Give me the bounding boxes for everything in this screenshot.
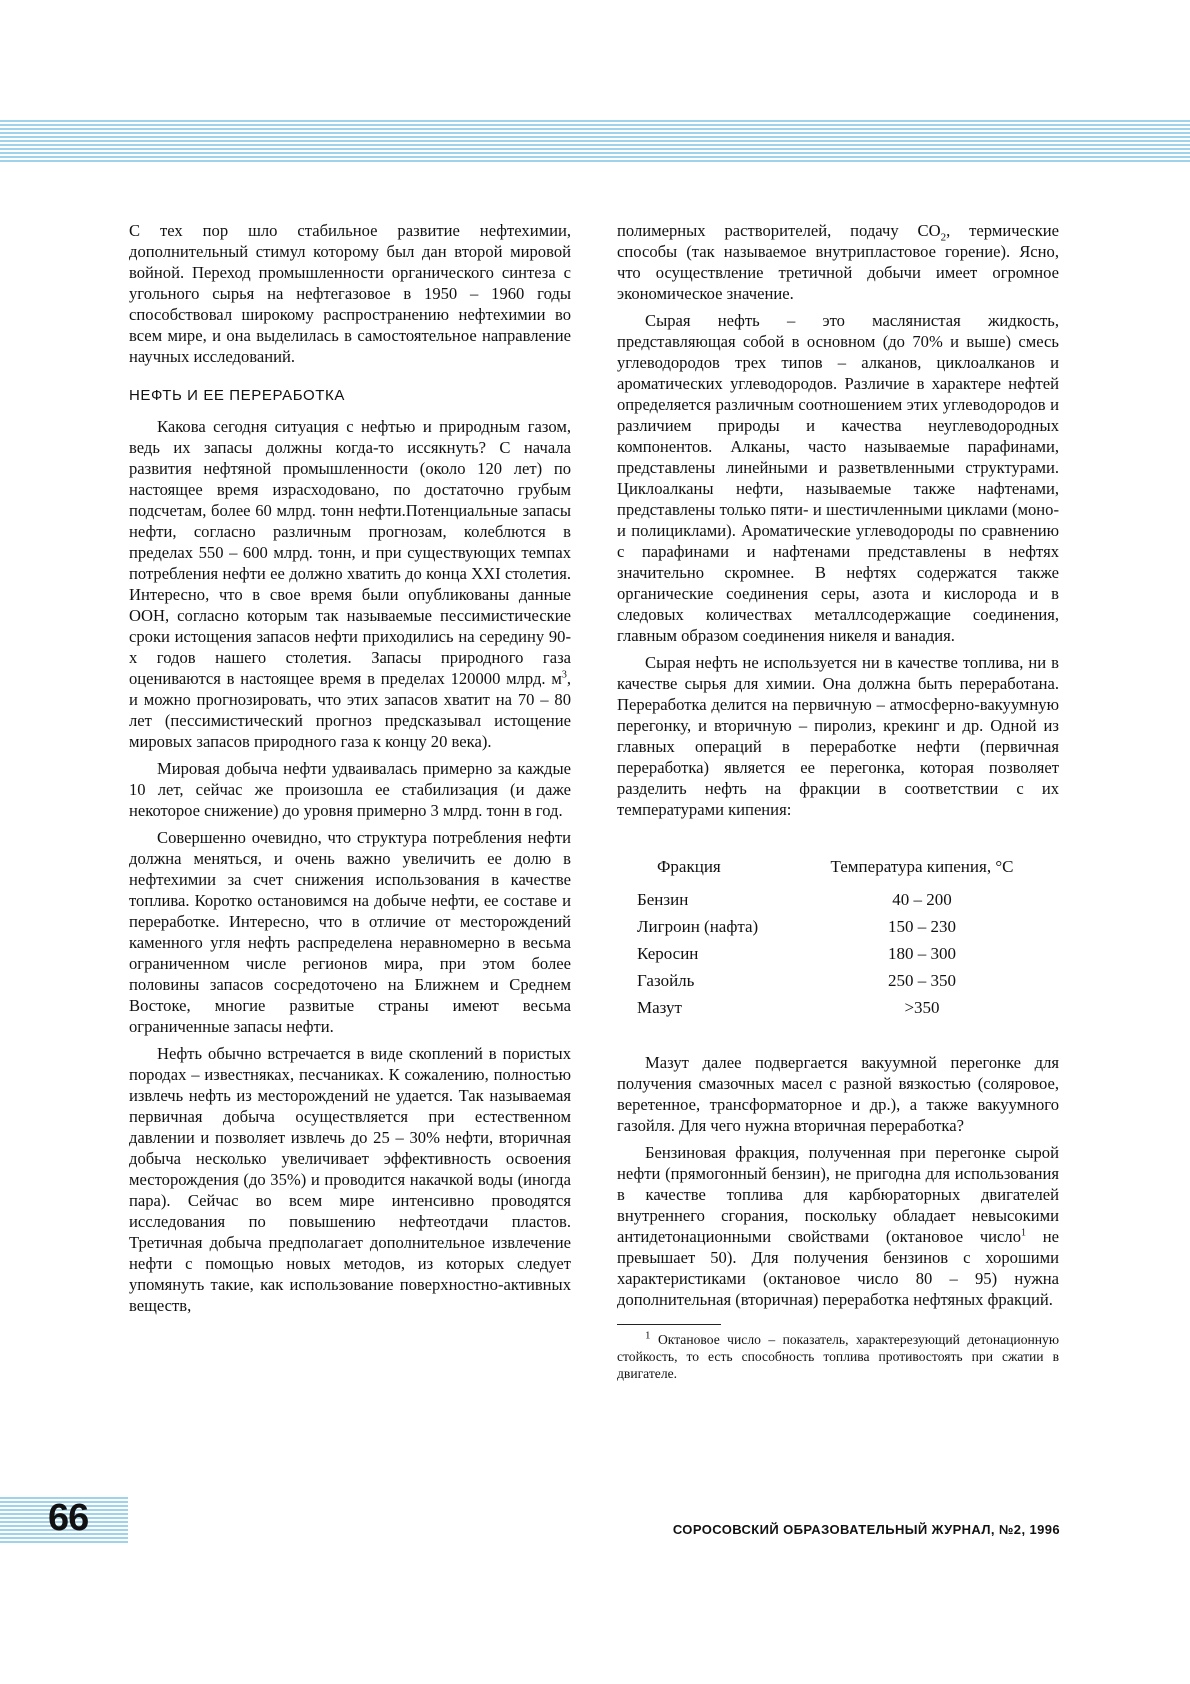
table-row xyxy=(617,968,1017,995)
fractions-table xyxy=(617,856,1017,1022)
left-column xyxy=(129,220,571,1322)
footnote: $^1$ Октановое число – показатель, характерезующий детонационную стойкость, то есть способность топлива противостоять при сжатии в двигателе. xyxy=(617,1329,1059,1381)
table-header-row xyxy=(617,856,1017,887)
paragraph: Совершенно очевидно, что структура потребления нефти должна меняться, и очень важно увеличить ее долю в нефтехимии за счет снижения использования в качестве топлива. Коротко остановимся на добыче нефти, ее составе и переработке. Интересно, что в отличие от месторождений каменного угля нефть распределена неравномерно в весьма ограниченном числе регионов мира, при этом более половины запасов сосредоточено на Ближнем и Среднем Востоке, многие развитые страны имеют весьма ограниченные запасы нефти. xyxy=(129,828,571,1036)
footnote-mark: 1 xyxy=(645,1329,651,1342)
table-cell: >350 xyxy=(904,998,940,1017)
table-cell: Лигроин (нафта) xyxy=(637,917,759,936)
header-stripe-band xyxy=(0,120,1190,162)
footnote-reference: 1 xyxy=(1021,1227,1026,1239)
paragraph: Мазут далее подвергается вакуумной перегонке для получения смазочных масел с разной вязкостью (соляровое, веретенное, трансформаторное и др.), а также вакуумного газойля. Для чего нужна вторичная переработка? xyxy=(617,1053,1059,1135)
paragraph: Бензиновая фракция, полученная при перегонке сырой нефти (прямогонный бензин), не пригодна для использования в качестве топлива для карбюраторных двигателей внутреннего сгорания, поскольку обладает невысокими антидетонационными свойствами (октановое число$^1$ не превышает 50). Для получения бензинов с хорошими характеристиками (октановое число 80 – 95) нужна дополнительная (вторичная) переработка нефтяных фракций. xyxy=(617,1143,1059,1309)
paragraph: С тех пор шло стабильное развитие нефтехимии, дополнительный стимул которому был дан второй мировой войной. Переход промышленности органического синтеза с угольного сырья на нефтегазовое в 1950 – 1960 годы способствовал широкому распространению нефтехимии во всем мире, и она выделилась в самостоятельное направление научных исследований. xyxy=(129,221,571,366)
paragraph: Сырая нефть не используется ни в качестве топлива, ни в качестве сырья для химии. Она должна быть переработана. Переработка делится на первичную – атмосферно-вакуумную перегонку, и вторичную – пиролиз, крекинг и др. Одной из главных операций в переработке нефти (первичная переработка) является ее перегонка, которая позволяет разделить нефть на фракции в соответствии с их температурами кипения: xyxy=(617,653,1059,819)
paragraph: полимерных растворителей, подачу $CO_2$, термические способы (так называемое внутрипластовое горение). Ясно, что осуществление третичной добычи имеет огромное экономическое значение. xyxy=(617,221,1059,303)
table-row xyxy=(617,887,1017,914)
table-cell: Мазут xyxy=(637,998,682,1017)
footnote-divider xyxy=(617,1324,721,1325)
table-cell: 180 – 300 xyxy=(888,944,956,963)
table-cell: Керосин xyxy=(637,944,699,963)
subscript: 2 xyxy=(940,231,947,244)
table-row xyxy=(617,995,1017,1022)
paragraph: Мировая добыча нефти удваивалась примерно за каждые 10 лет, сейчас же произошла ее стабилизация (и даже некоторое снижение) до уровня примерно 3 млрд. тонн в год. xyxy=(129,759,571,820)
superscript: 3 xyxy=(561,669,567,681)
table-cell: 250 – 350 xyxy=(888,971,956,990)
journal-footer: СОРОСОВСКИЙ ОБРАЗОВАТЕЛЬНЫЙ ЖУРНАЛ, №2, 1996 xyxy=(672,1522,1060,1537)
right-column xyxy=(617,220,1059,1388)
table-row xyxy=(617,941,1017,968)
paragraph: Сырая нефть – это маслянистая жидкость, представляющая собой в основном (до 70% и выше) смесь углеводородов трех типов – алканов, циклоалканов и ароматических углеводородов. Различие в характере нефтей определяется различным соотношением этих углеводородов и различием природы и качества неуглеводородных компонентов. Алканы, часто называемые парафинами, представлены линейными и разветвленными структурами. Циклоалканы нефти, называемые также нафтенами, представлены только пяти- и шестичленными циклами (моно- и полициклами). Ароматические углеводороды по сравнению с парафинами и нафтенами представлены в нефтях значительно скромнее. В нефтях содержатся также органические соединения серы, азота и кислорода и в следовых количествах металлсодержащие соединения, главным образом соединения никеля и ванадия. xyxy=(617,311,1059,645)
table-cell: 40 – 200 xyxy=(892,890,952,909)
paragraph: Нефть обычно встречается в виде скоплений в пористых породах – известняках, песчаниках. К сожалению, полностью извлечь нефть из месторождений не удается. Так называемая первичная добыча осуществляется при естественном давлении и позволяет извлечь до 25 – 30% нефти, вторичная добыча несколько увеличивает эффективность освоения месторождения (до 35%) и проводится накачкой воды (иногда пара). Сейчас во всем мире интенсивно проводятся исследования по повышению нефтеотдачи пластов. Третичная добыча предполагает дополнительное извлечение нефти с помощью новых методов, из которых следует упомянуть такие, как использование поверхностно-активных веществ, xyxy=(129,1044,571,1315)
table-row xyxy=(617,914,1017,941)
paragraph: Какова сегодня ситуация с нефтью и природным газом, ведь их запасы должны когда-то иссякнуть? С начала развития нефтяной промышленности (около 120 лет) по настоящее время израсходовано, по достаточно грубым подсчетам, более 60 млрд. тонн нефти.Потенциальные запасы нефти, согласно различным прогнозам, колеблются в пределах 550 – 600 млрд. тонн, и при существующих темпах потребления нефти ее должно хватить до конца XXI столетия. Интересно, что в свое время были опубликованы данные ООН, согласно которым так называемые пессимистические сроки истощения запасов нефти приходились на середину 90-х годов нашего столетия. Запасы природного газа оцениваются в настоящее время в пределах 120000 млрд. $м^3$, и можно прогнозировать, что этих запасов хватит на 70 – 80 лет (пессимистический прогноз предсказывал истощение мировых запасов природного газа к концу 20 века). xyxy=(129,417,571,751)
table-header-cell: Фракция xyxy=(657,857,721,876)
table-cell: Бензин xyxy=(637,890,689,909)
table-cell: 150 – 230 xyxy=(888,917,956,936)
page-number: 66 xyxy=(48,1497,89,1539)
table-cell: Газойль xyxy=(637,971,695,990)
section-heading: НЕФТЬ И ЕЕ ПЕРЕРАБОТКА xyxy=(129,387,345,404)
table-header-cell: Температура кипения, °С xyxy=(830,857,1014,876)
